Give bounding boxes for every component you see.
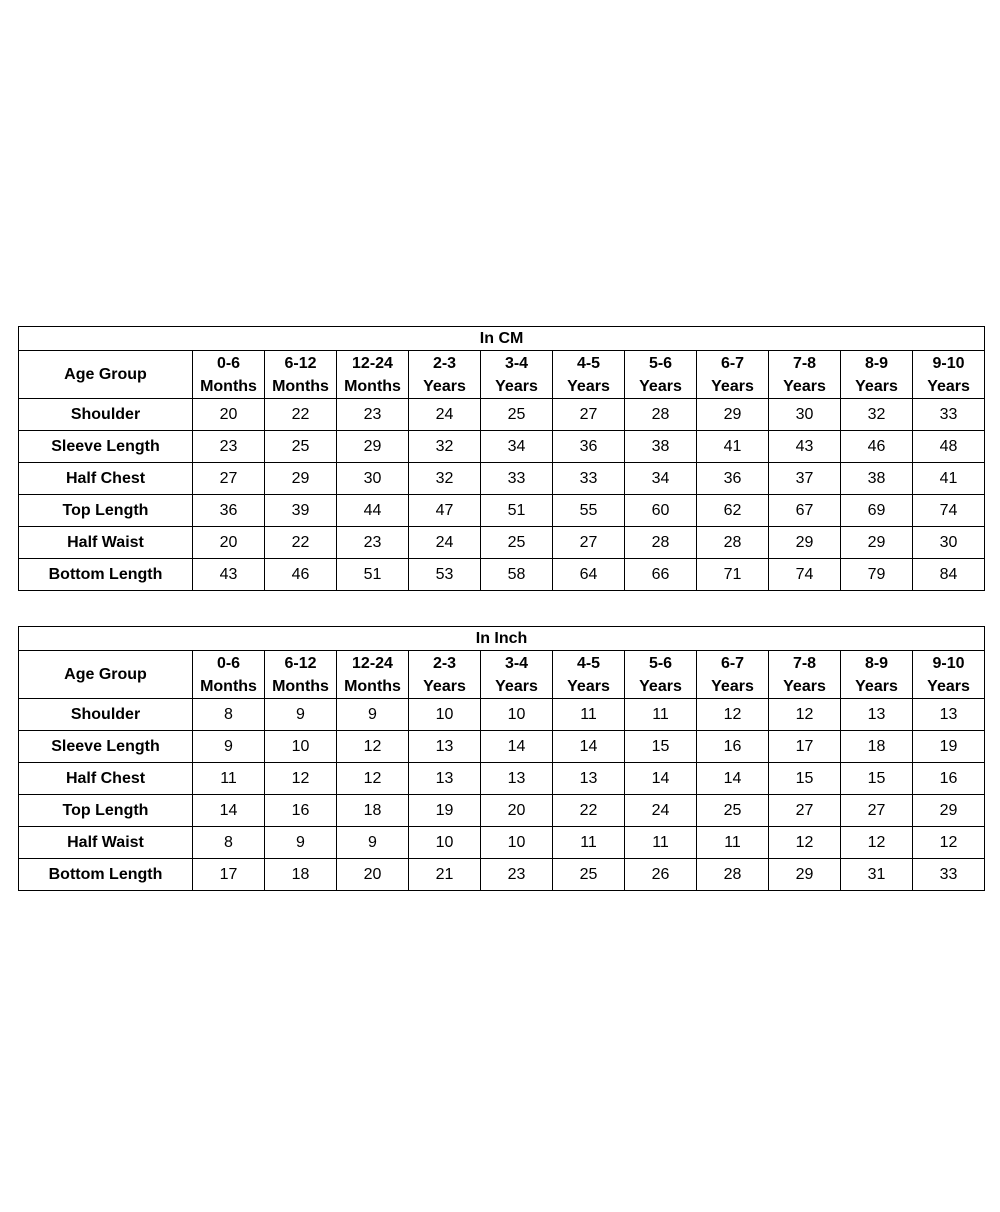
measurement-value: 30 (913, 527, 985, 559)
measurement-value: 32 (409, 431, 481, 463)
measurement-value: 22 (265, 399, 337, 431)
age-column-header (553, 651, 625, 699)
measurement-value: 12 (337, 731, 409, 763)
measurement-value: 29 (913, 795, 985, 827)
age-column-header (841, 651, 913, 699)
measurement-value: 13 (913, 699, 985, 731)
age-unit: Years (495, 377, 538, 395)
measurement-label: Half Waist (19, 827, 193, 859)
measurement-label: Shoulder (19, 399, 193, 431)
age-unit: Years (423, 677, 466, 695)
measurement-value: 15 (625, 731, 697, 763)
measurement-value: 13 (841, 699, 913, 731)
measurement-value: 16 (913, 763, 985, 795)
age-unit: Years (567, 677, 610, 695)
measurement-value: 8 (193, 827, 265, 859)
table-row (19, 699, 985, 731)
measurement-value: 25 (265, 431, 337, 463)
measurement-value: 23 (481, 859, 553, 891)
age-range: 7-8 (792, 654, 817, 672)
age-column-header (913, 351, 985, 399)
age-column-header (769, 351, 841, 399)
age-unit: Years (423, 377, 466, 395)
age-range: 6-7 (720, 654, 745, 672)
age-column-header (697, 351, 769, 399)
table-row (19, 763, 985, 795)
measurement-value: 22 (553, 795, 625, 827)
measurement-value: 11 (625, 699, 697, 731)
measurement-value: 25 (481, 527, 553, 559)
measurement-value: 14 (481, 731, 553, 763)
measurement-value: 25 (697, 795, 769, 827)
age-group-header: Age Group (19, 351, 193, 399)
measurement-value: 37 (769, 463, 841, 495)
age-unit: Years (639, 677, 682, 695)
age-column-header (337, 651, 409, 699)
measurement-value: 13 (481, 763, 553, 795)
age-unit: Years (927, 677, 970, 695)
age-unit: Years (567, 377, 610, 395)
measurement-value: 27 (841, 795, 913, 827)
age-column-header (625, 651, 697, 699)
age-unit: Years (855, 677, 898, 695)
age-range: 2-3 (432, 354, 457, 372)
measurement-value: 27 (553, 527, 625, 559)
age-range: 2-3 (432, 654, 457, 672)
measurement-value: 38 (841, 463, 913, 495)
age-column-header (481, 351, 553, 399)
age-range: 0-6 (216, 654, 241, 672)
measurement-value: 74 (769, 559, 841, 591)
age-range: 4-5 (576, 354, 601, 372)
age-column-header (769, 651, 841, 699)
measurement-value: 32 (409, 463, 481, 495)
table-title: In CM (19, 327, 985, 351)
measurement-value: 16 (265, 795, 337, 827)
measurement-value: 18 (337, 795, 409, 827)
measurement-value: 19 (409, 795, 481, 827)
measurement-value: 20 (193, 399, 265, 431)
measurement-value: 33 (481, 463, 553, 495)
measurement-value: 43 (769, 431, 841, 463)
measurement-value: 10 (265, 731, 337, 763)
table-row (19, 495, 985, 527)
age-range: 6-12 (284, 654, 317, 672)
measurement-value: 25 (553, 859, 625, 891)
age-range: 8-9 (864, 354, 889, 372)
measurement-value: 29 (265, 463, 337, 495)
age-range: 3-4 (504, 654, 529, 672)
measurement-value: 58 (481, 559, 553, 591)
age-unit: Months (272, 377, 329, 395)
measurement-value: 10 (409, 827, 481, 859)
measurement-value: 43 (193, 559, 265, 591)
measurement-value: 20 (193, 527, 265, 559)
measurement-value: 22 (265, 527, 337, 559)
measurement-value: 14 (193, 795, 265, 827)
measurement-value: 24 (409, 399, 481, 431)
age-unit: Months (344, 377, 401, 395)
measurement-value: 46 (841, 431, 913, 463)
age-unit: Years (855, 377, 898, 395)
measurement-value: 14 (625, 763, 697, 795)
measurement-value: 20 (337, 859, 409, 891)
measurement-value: 34 (481, 431, 553, 463)
measurement-value: 11 (553, 827, 625, 859)
measurement-value: 14 (697, 763, 769, 795)
measurement-value: 33 (913, 399, 985, 431)
measurement-value: 67 (769, 495, 841, 527)
age-unit: Years (711, 677, 754, 695)
size-chart-inch-table (18, 626, 985, 891)
measurement-value: 23 (193, 431, 265, 463)
measurement-value: 24 (409, 527, 481, 559)
age-range: 5-6 (648, 654, 673, 672)
measurement-value: 29 (697, 399, 769, 431)
measurement-value: 69 (841, 495, 913, 527)
age-column-header (481, 651, 553, 699)
age-column-header (913, 651, 985, 699)
age-unit: Months (200, 677, 257, 695)
measurement-value: 12 (337, 763, 409, 795)
table-row (19, 731, 985, 763)
measurement-label: Top Length (19, 495, 193, 527)
measurement-value: 28 (625, 527, 697, 559)
measurement-value: 34 (625, 463, 697, 495)
age-column-header (553, 351, 625, 399)
measurement-value: 12 (697, 699, 769, 731)
measurement-value: 18 (841, 731, 913, 763)
measurement-value: 11 (625, 827, 697, 859)
age-range: 9-10 (932, 654, 965, 672)
table-row (19, 463, 985, 495)
measurement-value: 13 (409, 763, 481, 795)
measurement-value: 41 (697, 431, 769, 463)
measurement-value: 38 (625, 431, 697, 463)
measurement-value: 41 (913, 463, 985, 495)
measurement-value: 10 (481, 827, 553, 859)
measurement-value: 33 (913, 859, 985, 891)
measurement-value: 31 (841, 859, 913, 891)
age-range: 4-5 (576, 654, 601, 672)
measurement-value: 60 (625, 495, 697, 527)
age-range: 8-9 (864, 654, 889, 672)
measurement-value: 14 (553, 731, 625, 763)
measurement-value: 33 (553, 463, 625, 495)
age-column-header (697, 651, 769, 699)
measurement-value: 62 (697, 495, 769, 527)
measurement-value: 17 (193, 859, 265, 891)
measurement-label: Bottom Length (19, 859, 193, 891)
measurement-value: 11 (553, 699, 625, 731)
age-range: 6-7 (720, 354, 745, 372)
measurement-value: 9 (193, 731, 265, 763)
measurement-value: 23 (337, 527, 409, 559)
measurement-value: 51 (337, 559, 409, 591)
age-unit: Months (272, 677, 329, 695)
measurement-value: 9 (337, 699, 409, 731)
age-range: 6-12 (284, 354, 317, 372)
measurement-value: 27 (553, 399, 625, 431)
table-row (19, 827, 985, 859)
measurement-value: 55 (553, 495, 625, 527)
measurement-value: 46 (265, 559, 337, 591)
age-range: 12-24 (352, 354, 393, 372)
measurement-value: 15 (769, 763, 841, 795)
measurement-label: Half Waist (19, 527, 193, 559)
measurement-value: 25 (481, 399, 553, 431)
table-title-row (19, 327, 985, 351)
measurement-value: 64 (553, 559, 625, 591)
measurement-value: 84 (913, 559, 985, 591)
header-row (19, 651, 985, 699)
age-unit: Months (200, 377, 257, 395)
measurement-label: Sleeve Length (19, 731, 193, 763)
age-range: 0-6 (216, 354, 241, 372)
table-row (19, 795, 985, 827)
measurement-value: 29 (841, 527, 913, 559)
measurement-label: Top Length (19, 795, 193, 827)
age-column-header (625, 351, 697, 399)
measurement-value: 17 (769, 731, 841, 763)
measurement-label: Shoulder (19, 699, 193, 731)
age-column-header (337, 351, 409, 399)
age-column-header (409, 651, 481, 699)
age-column-header (409, 351, 481, 399)
measurement-value: 36 (553, 431, 625, 463)
measurement-value: 18 (265, 859, 337, 891)
measurement-value: 30 (769, 399, 841, 431)
measurement-value: 32 (841, 399, 913, 431)
measurement-value: 30 (337, 463, 409, 495)
table-row (19, 859, 985, 891)
table-row (19, 399, 985, 431)
age-unit: Years (711, 377, 754, 395)
measurement-value: 12 (841, 827, 913, 859)
measurement-value: 21 (409, 859, 481, 891)
measurement-value: 20 (481, 795, 553, 827)
measurement-value: 13 (553, 763, 625, 795)
measurement-value: 28 (697, 859, 769, 891)
measurement-value: 12 (769, 827, 841, 859)
age-unit: Months (344, 677, 401, 695)
measurement-value: 53 (409, 559, 481, 591)
header-row (19, 351, 985, 399)
age-range: 12-24 (352, 654, 393, 672)
age-range: 9-10 (932, 354, 965, 372)
measurement-value: 11 (193, 763, 265, 795)
measurement-value: 9 (337, 827, 409, 859)
measurement-value: 47 (409, 495, 481, 527)
measurement-value: 51 (481, 495, 553, 527)
measurement-value: 23 (337, 399, 409, 431)
measurement-label: Half Chest (19, 763, 193, 795)
measurement-value: 12 (913, 827, 985, 859)
table-title-row (19, 627, 985, 651)
age-column-header (265, 351, 337, 399)
measurement-value: 10 (409, 699, 481, 731)
measurement-value: 24 (625, 795, 697, 827)
measurement-value: 29 (769, 527, 841, 559)
measurement-value: 28 (697, 527, 769, 559)
measurement-label: Sleeve Length (19, 431, 193, 463)
age-column-header (193, 651, 265, 699)
age-range: 7-8 (792, 354, 817, 372)
table-title: In Inch (19, 627, 985, 651)
measurement-label: Bottom Length (19, 559, 193, 591)
age-unit: Years (639, 377, 682, 395)
measurement-value: 26 (625, 859, 697, 891)
measurement-value: 29 (769, 859, 841, 891)
table-row (19, 527, 985, 559)
measurement-value: 44 (337, 495, 409, 527)
age-column-header (265, 651, 337, 699)
age-range: 3-4 (504, 354, 529, 372)
measurement-value: 27 (769, 795, 841, 827)
measurement-value: 19 (913, 731, 985, 763)
table-row (19, 559, 985, 591)
measurement-value: 8 (193, 699, 265, 731)
measurement-value: 10 (481, 699, 553, 731)
measurement-value: 27 (193, 463, 265, 495)
table-row (19, 431, 985, 463)
measurement-value: 9 (265, 827, 337, 859)
measurement-value: 12 (769, 699, 841, 731)
measurement-value: 28 (625, 399, 697, 431)
measurement-value: 71 (697, 559, 769, 591)
measurement-value: 13 (409, 731, 481, 763)
measurement-value: 12 (265, 763, 337, 795)
measurement-value: 79 (841, 559, 913, 591)
measurement-value: 36 (697, 463, 769, 495)
measurement-value: 16 (697, 731, 769, 763)
age-unit: Years (783, 377, 826, 395)
size-chart-cm-table (18, 326, 985, 591)
measurement-value: 48 (913, 431, 985, 463)
measurement-value: 66 (625, 559, 697, 591)
age-group-header: Age Group (19, 651, 193, 699)
age-column-header (193, 351, 265, 399)
measurement-value: 9 (265, 699, 337, 731)
age-unit: Years (495, 677, 538, 695)
age-unit: Years (927, 377, 970, 395)
measurement-value: 15 (841, 763, 913, 795)
age-column-header (841, 351, 913, 399)
age-range: 5-6 (648, 354, 673, 372)
measurement-value: 36 (193, 495, 265, 527)
measurement-value: 74 (913, 495, 985, 527)
measurement-value: 11 (697, 827, 769, 859)
measurement-value: 29 (337, 431, 409, 463)
measurement-value: 39 (265, 495, 337, 527)
measurement-label: Half Chest (19, 463, 193, 495)
age-unit: Years (783, 677, 826, 695)
